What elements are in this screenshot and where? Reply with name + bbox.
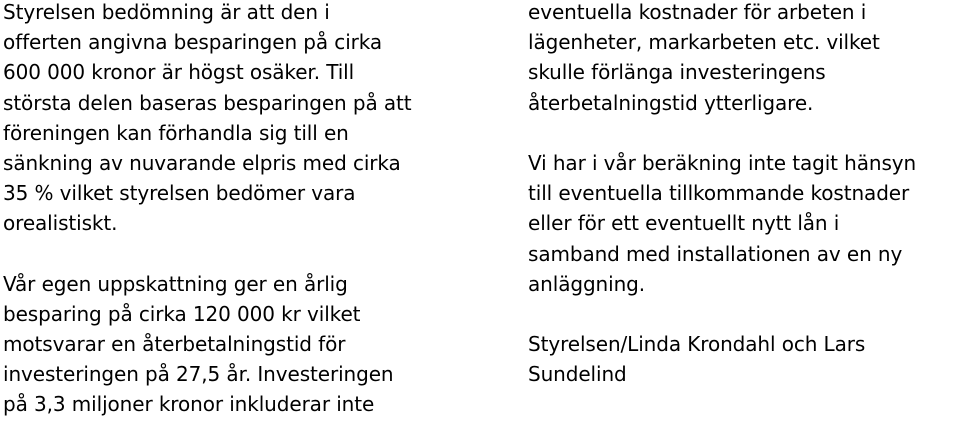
paragraph-gap <box>3 239 463 269</box>
text-line: anläggning. <box>528 271 645 296</box>
text-line: motsvarar en återbetalningstid för <box>3 332 346 357</box>
text-line: sänkning av nuvarande elpris med cirka <box>3 150 401 175</box>
paragraph-kostnader <box>528 0 959 118</box>
text-line: största delen baseras besparingen på att <box>3 90 412 115</box>
text-line: besparing på cirka 120 000 kr vilket <box>3 301 361 326</box>
right-column <box>528 0 959 389</box>
text-line: 35 % vilket styrelsen bedömer vara <box>3 181 356 206</box>
signature-line: Sundelind <box>528 362 627 387</box>
text-line: offerten angivna besparingen på cirka <box>3 30 383 55</box>
text-line: Vi har i vår beräkning inte tagit hänsyn <box>528 150 917 175</box>
text-line: på 3,3 miljoner kronor inkluderar inte <box>3 392 375 417</box>
paragraph-gap <box>528 299 959 329</box>
text-line: eventuella kostnader för arbeten i <box>528 0 867 24</box>
text-line: 600 000 kronor är högst osäker. Till <box>3 60 355 85</box>
text-line: investeringen på 27,5 år. Investeringen <box>3 362 394 387</box>
text-line: lägenheter, markarbeten etc. vilket <box>528 30 880 55</box>
paragraph-elpris <box>3 0 463 239</box>
text-line: samband med installationen av en ny <box>528 241 903 266</box>
text-line: till eventuella tillkommande kostnader <box>528 181 910 206</box>
paragraph-berakning <box>528 148 959 299</box>
text-line: Vår egen uppskattning ger en årlig <box>3 271 348 296</box>
signature <box>528 329 959 389</box>
text-line: återbetalningstid ytterligare. <box>528 90 814 115</box>
paragraph-gap <box>528 118 959 148</box>
text-line: skulle förlänga investeringens <box>528 60 826 85</box>
paragraph-uppskattning <box>3 269 463 420</box>
text-line: Styrelsen bedömning är att den i <box>3 0 330 24</box>
text-line: eller för ett eventuellt nytt lån i <box>528 211 840 236</box>
text-line: orealistiskt. <box>3 211 118 236</box>
signature-line: Styrelsen/Linda Krondahl och Lars <box>528 332 866 357</box>
text-line: föreningen kan förhandla sig till en <box>3 120 349 145</box>
left-column <box>3 0 463 420</box>
